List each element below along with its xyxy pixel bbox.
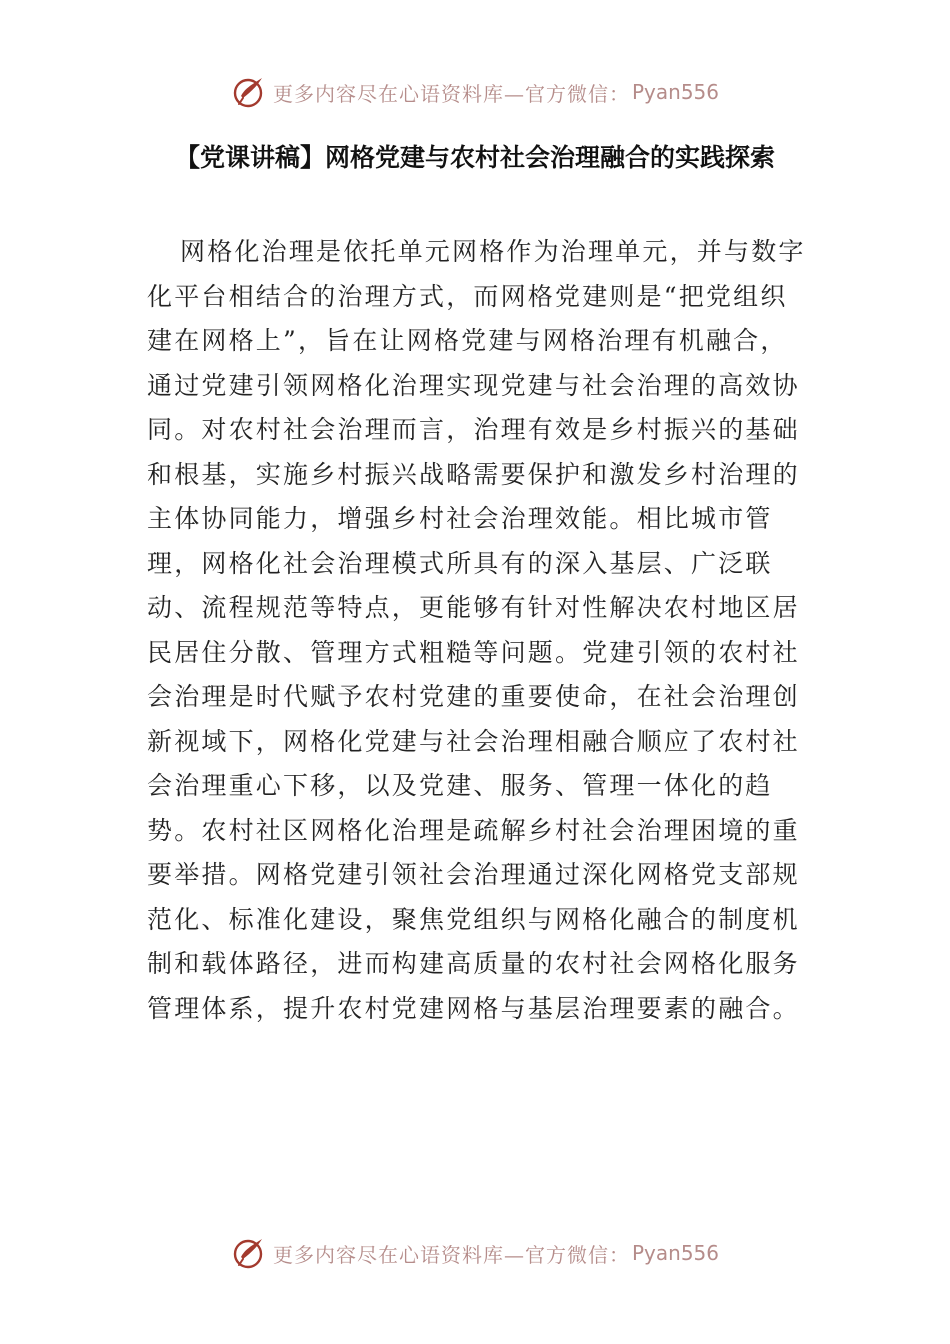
document-paragraph: 网格化治理是依托单元网格作为治理单元，并与数字化平台相结合的治理方式，而网格党建则是“把党组织建在网格上”，旨在让网格党建与网格治理有机融合，通过党建引领网格化治理实现党建与社会治理的高效协同。对农村社会治理而言，治理有效是乡村振兴的基础和根基，实施乡村振兴战略需要保护和激发乡村治理的主体协同能力，增强乡村社会治理效能。相比城市管理，网格化社会治理模式所具有的深入基层、广泛联动、流程规范等特点，更能够有针对性解决农村地区居民居住分散、管理方式粗糙等问题。党建引领的农村社会治理是时代赋予农村党建的重要使命，在社会治理创新视域下，网格化党建与社会治理相融合顺应了农村社会治理重心下移，以及党建、服务、管理一体化的趋势。农村社区网格化治理是疏解乡村社会治理困境的重要举措。网格党建引领社会治理通过深化网格党支部规范化、标准化建设，聚焦党组织与网格化融合的制度机制和载体路径，进而构建高质量的农村社会网格化服务管理体系，提升农村党建网格与基层治理要素的融合。 bbox=[147, 237, 806, 1023]
watermark-handle: Pyan556 bbox=[631, 80, 719, 104]
watermark-text: 更多内容尽在心语资料库—官方微信： bbox=[272, 81, 630, 106]
header-watermark bbox=[0, 72, 950, 112]
watermark-text: 更多内容尽在心语资料库—官方微信： bbox=[272, 1242, 630, 1267]
footer-watermark bbox=[0, 1233, 950, 1273]
watermark-handle: Pyan556 bbox=[631, 1241, 719, 1265]
quill-heart-logo-icon bbox=[231, 1235, 267, 1271]
document-title: 【党课讲稿】网格党建与农村社会治理融合的实践探索 bbox=[174, 143, 775, 172]
quill-heart-logo-icon bbox=[231, 74, 267, 110]
